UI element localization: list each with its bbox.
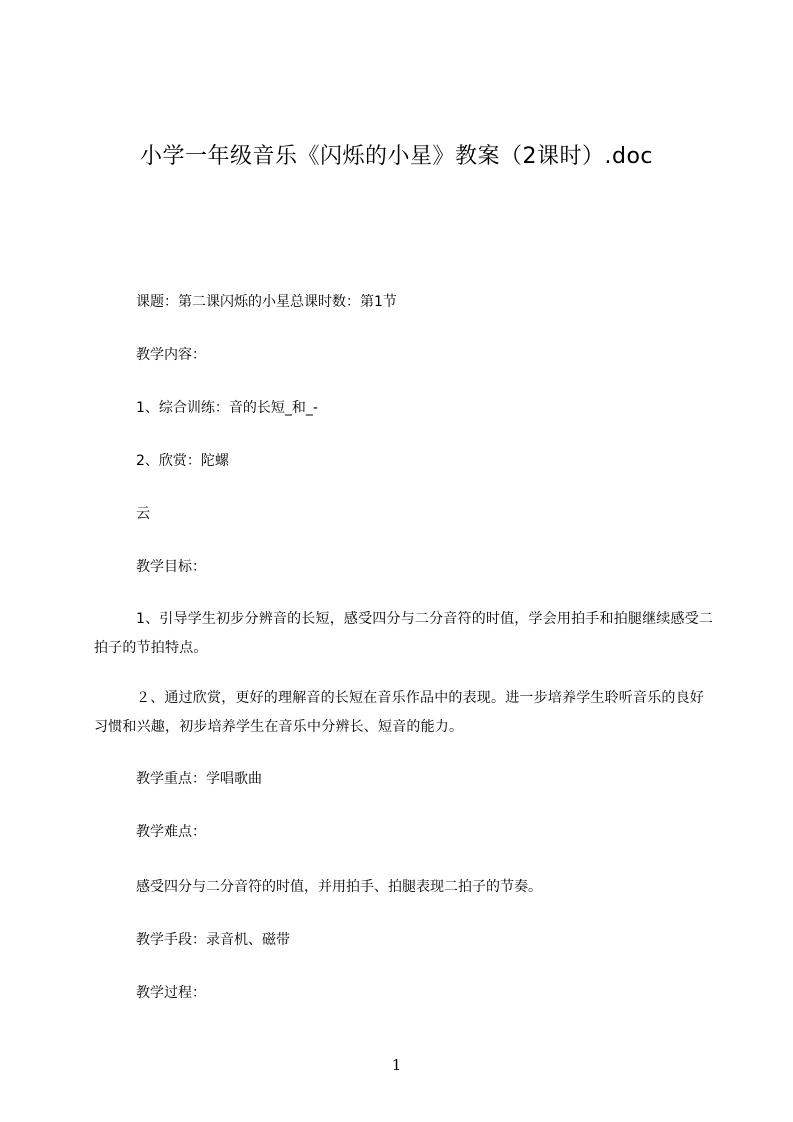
teaching-process-heading: 教学过程： — [136, 985, 206, 1001]
teaching-difficulty-heading: 教学难点： — [136, 824, 206, 840]
content-item-continuation: 云 — [136, 506, 150, 522]
teaching-difficulty-text: 感受四分与二分音符的时值，并用拍手、拍腿表现二拍子的节奏。 — [136, 879, 542, 895]
lesson-topic-line: 课题：第二课闪烁的小星总课时数：第1节 — [136, 294, 397, 310]
teaching-goals-heading: 教学目标： — [136, 559, 206, 575]
document-title: 小学一年级音乐《闪烁的小星》教案（2课时）.doc — [139, 144, 653, 169]
goal-paragraph-2: ２、通过欣赏，更好的理解音的长短在音乐作品中的表现。进一步培养学生聆听音乐的良好习惯和兴趣，初步培养学生在音乐中分辨长、短音的能力。 — [94, 690, 704, 735]
goal-paragraph-1: 1、引导学生初步分辨音的长短，感受四分与二分音符的时值，学会用拍手和拍腿继续感受二拍子的节拍特点。 — [94, 611, 714, 656]
teaching-content-heading: 教学内容： — [136, 347, 206, 363]
teaching-focus-line: 教学重点：学唱歌曲 — [136, 771, 262, 787]
content-item-2: 2、欣赏：陀螺 — [136, 453, 229, 469]
content-item-1: 1、综合训练：音的长短_和_- — [136, 400, 318, 416]
page-number: 1 — [391, 1056, 402, 1074]
teaching-means-line: 教学手段：录音机、磁带 — [136, 932, 290, 948]
